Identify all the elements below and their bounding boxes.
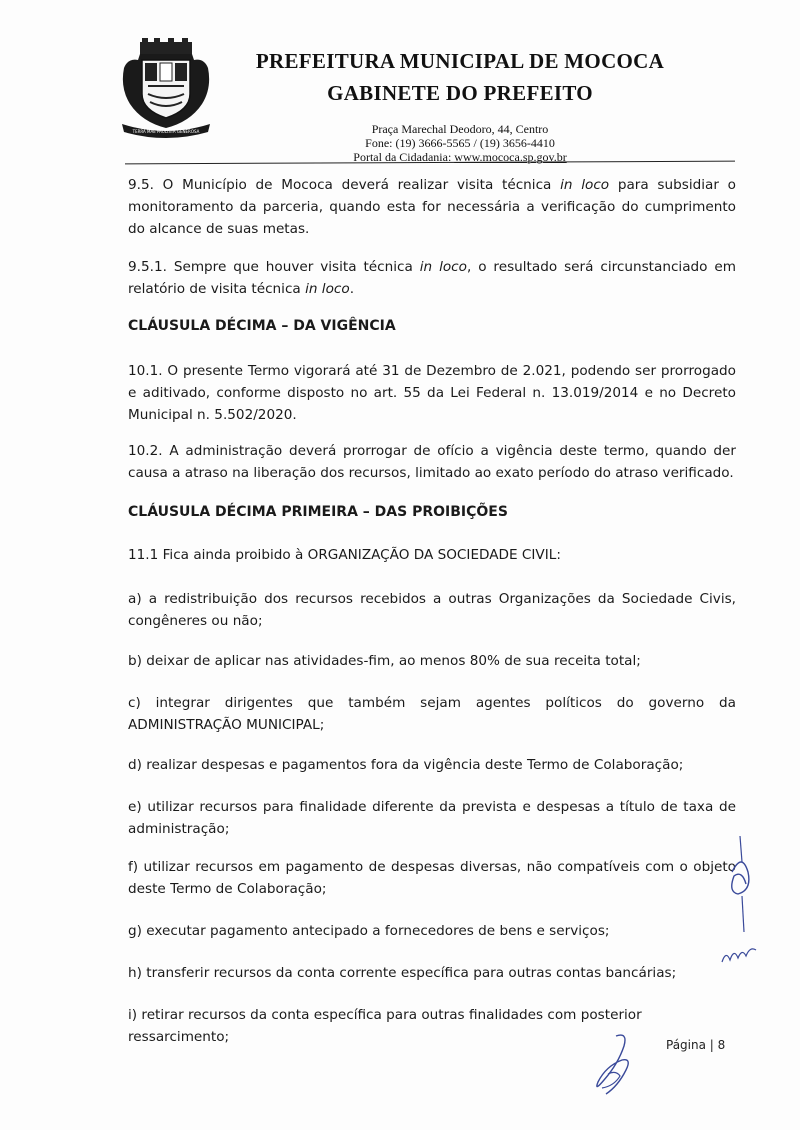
- p95-text-c: para subsidiar o monitoramento da parceria, quando esta for necessária a verificação do cumprimento do alcance de suas metas.: [128, 177, 736, 237]
- address-line: Praça Marechal Deodoro, 44, Centro: [371, 122, 549, 136]
- paragraph-11-1: 11.1 Fica ainda proibido à ORGANIZAÇÃO DA SOCIEDADE CIVIL:: [128, 547, 561, 563]
- list-item-i: i) retirar recursos da conta específica para outras finalidades com posterior ressarcimento;: [128, 1007, 642, 1045]
- p951-text-c: , o resultado será circunstanciado em relatório de visita técnica: [128, 259, 737, 297]
- list-item-b: b) deixar de aplicar nas atividades-fim, ao menos 80% de sua receita total;: [128, 653, 641, 669]
- paragraph-9-5-1: [128, 256, 736, 300]
- list-item-h: h) transferir recursos da conta corrente específica para outras contas bancárias;: [128, 965, 677, 981]
- paragraph-10-1: 10.1. O presente Termo vigorará até 31 de Dezembro de 2.021, podendo ser prorrogado e aditivado, conforme disposto no art. 55 da Lei Federal n. 13.019/2014 e no Decreto Municipal n. 5.502/2020.: [128, 363, 736, 423]
- page-initials-signature: [586, 1030, 646, 1100]
- page-separator: |: [709, 1038, 714, 1052]
- department-title: GABINETE DO PREFEITO: [327, 81, 593, 105]
- clause-10-heading: CLÁUSULA DÉCIMA – DA VIGÊNCIA: [128, 318, 396, 334]
- p95-text-a: 9.5. O Município de Mococa deverá realizar visita técnica: [128, 177, 561, 193]
- crest-motto: TERRA MÃE PAULISTA GENEROSA: [132, 129, 200, 134]
- list-item-f: f) utilizar recursos em pagamento de despesas diversas, não compatíveis com o objeto deste Termo de Colaboração;: [128, 859, 736, 897]
- page-footer: [666, 1038, 725, 1052]
- list-item-d: d) realizar despesas e pagamentos fora da vigência deste Termo de Colaboração;: [128, 757, 684, 773]
- list-item-a: a) a redistribuição dos recursos recebidos a outras Organizações da Sociedade Civis, congêneres ou não;: [128, 591, 736, 629]
- municipal-crest-logo: [118, 38, 214, 138]
- list-item-e: e) utilizar recursos para finalidade diferente da prevista e despesas a título de taxa de administração;: [128, 799, 736, 837]
- letterhead: [240, 48, 680, 164]
- paragraph-9-5: [128, 174, 736, 240]
- phone-line: Fone: (19) 3666-5565 / (19) 3656-4410: [365, 136, 555, 150]
- margin-signature: [718, 832, 768, 972]
- p951-text-a: 9.5.1. Sempre que houver visita técnica: [128, 259, 420, 275]
- institution-title: PREFEITURA MUNICIPAL DE MOCOCA: [255, 49, 665, 73]
- list-item-g: g) executar pagamento antecipado a fornecedores de bens e serviços;: [128, 923, 610, 939]
- paragraph-10-2: 10.2. A administração deverá prorrogar de ofício a vigência deste termo, quando der causa a atraso na liberação dos recursos, limitado ao exato período do atraso verificado.: [128, 443, 736, 481]
- p95-italic: in loco: [560, 177, 610, 193]
- list-item-c: c) integrar dirigentes que também sejam agentes políticos do governo da ADMINISTRAÇÃO MUNICIPAL;: [128, 695, 736, 733]
- portal-label: Portal da Cidadania:: [353, 150, 455, 164]
- portal-link[interactable]: www.mococa.sp.gov.br: [454, 150, 567, 164]
- page-number: 8: [717, 1038, 726, 1052]
- clause-11-heading: CLÁUSULA DÉCIMA PRIMEIRA – DAS PROIBIÇÕES: [128, 504, 508, 520]
- p951-text-e: .: [349, 281, 355, 297]
- p951-italic-2: in loco: [305, 281, 350, 297]
- p951-italic-1: in loco: [419, 259, 467, 275]
- page-label: Página: [666, 1038, 706, 1052]
